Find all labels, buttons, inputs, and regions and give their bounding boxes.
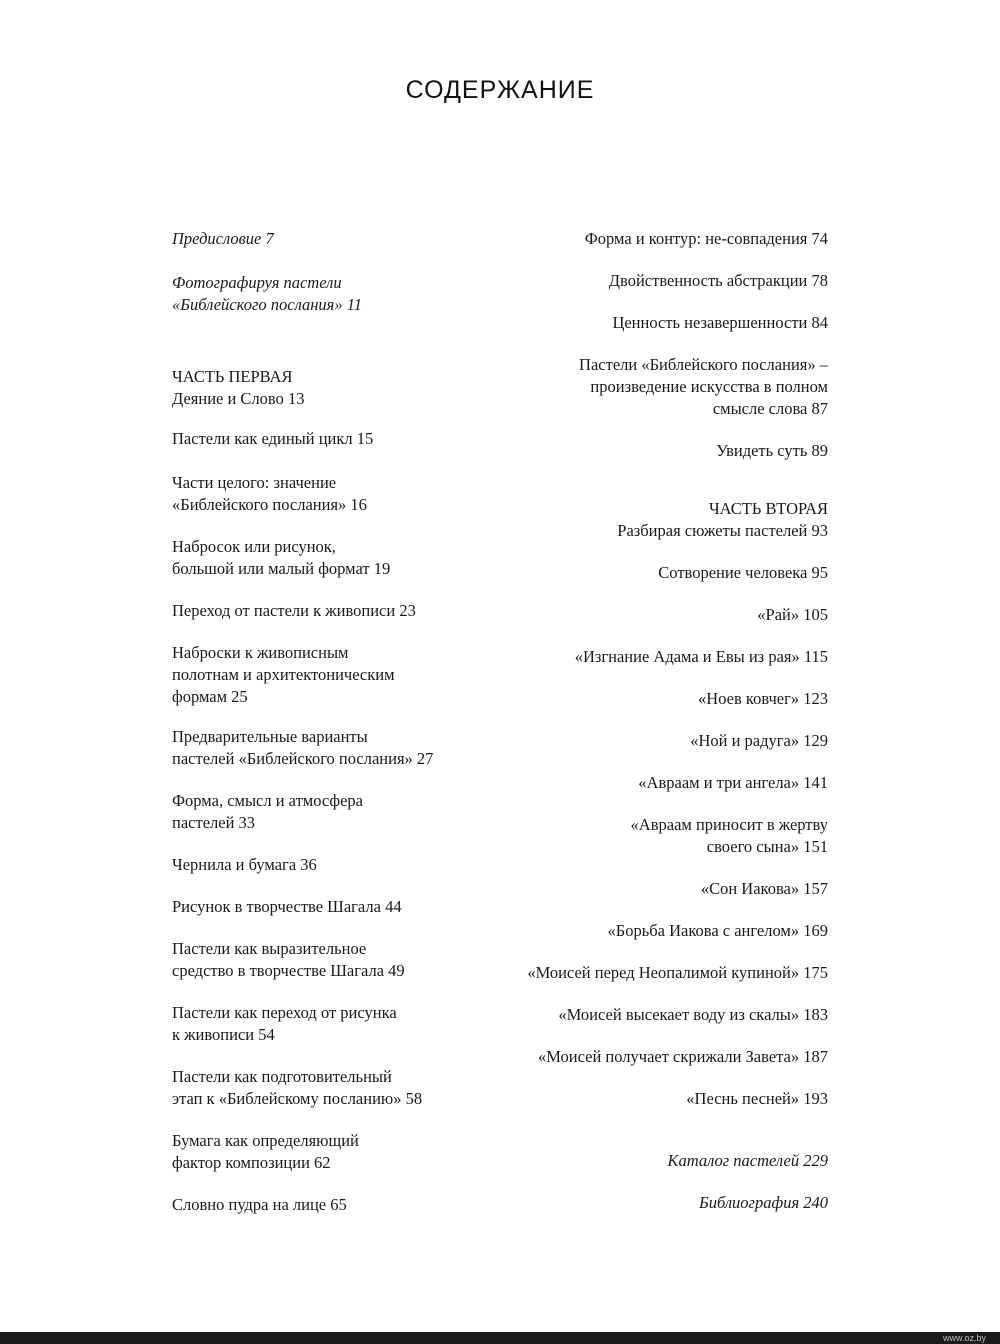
toc-entry-line: «Авраам приносит в жертву	[630, 815, 828, 834]
toc-entry-line: Двойственность абстракции 78	[608, 271, 828, 290]
toc-entry-line: «Библейского послания» 16	[172, 495, 367, 514]
toc-entry-line: Переход от пастели к живописи 23	[172, 601, 416, 620]
toc-entry-line: Форма и контур: не-совпадения 74	[584, 229, 828, 248]
toc-entry-line: Пастели как переход от рисунка	[172, 1003, 397, 1022]
toc-entry	[527, 962, 828, 984]
toc-entry	[172, 854, 317, 876]
toc-entry	[579, 354, 828, 420]
toc-entry-line: «Моисей перед Неопалимой купиной» 175	[527, 963, 828, 982]
toc-entry-line: большой или малый формат 19	[172, 559, 391, 578]
toc-entry	[172, 1130, 359, 1174]
toc-entry-line: «Сон Иакова» 157	[700, 879, 828, 898]
toc-entry-line: фактор композиции 62	[172, 1153, 331, 1172]
toc-entry-line: ЧАСТЬ ВТОРАЯ	[708, 499, 828, 518]
toc-entry-line: ЧАСТЬ ПЕРВАЯ	[172, 367, 293, 386]
toc-entry	[575, 646, 828, 668]
toc-entry-line: «Моисей высекает воду из скалы» 183	[558, 1005, 828, 1024]
toc-entry	[698, 688, 828, 710]
toc-entry	[612, 312, 828, 334]
toc-entry-line: Набросок или рисунок,	[172, 537, 336, 556]
toc-entry	[757, 604, 828, 626]
toc-entry-line: «Ноев ковчег» 123	[698, 689, 828, 708]
toc-entry	[172, 726, 433, 770]
toc-entry	[172, 1066, 422, 1110]
bottom-bar	[0, 1332, 1000, 1344]
toc-entry-line: «Библейского послания» 11	[172, 295, 362, 314]
toc-entry	[172, 790, 363, 834]
toc-entry	[172, 1194, 347, 1216]
toc-entry-line: Фотографируя пастели	[172, 273, 342, 292]
toc-entry	[172, 600, 416, 622]
toc-entry-line: этап к «Библейскому посланию» 58	[172, 1089, 423, 1108]
toc-entry	[172, 536, 390, 580]
toc-entry-line: полотнам и архитектоническим	[172, 665, 395, 684]
toc-entry	[172, 1002, 397, 1046]
toc-entry	[172, 366, 304, 410]
toc-entry-line: Пастели «Библейского послания» –	[579, 355, 828, 374]
toc-entry-line: Рисунок в творчестве Шагала 44	[172, 897, 402, 916]
toc-entry	[608, 920, 829, 942]
toc-entry-line: «Моисей получает скрижали Завета» 187	[538, 1047, 828, 1066]
toc-entry	[686, 1088, 828, 1110]
toc-entry	[609, 270, 828, 292]
toc-entry	[701, 878, 828, 900]
toc-entry	[172, 938, 405, 982]
toc-entry-line: Пастели как подготовительный	[172, 1067, 392, 1086]
toc-entry-line: Предварительные варианты	[172, 727, 368, 746]
toc-entry	[585, 228, 828, 250]
toc-entry-line: пастелей «Библейского послания» 27	[172, 749, 434, 768]
toc-entry-line: Словно пудра на лице 65	[172, 1195, 347, 1214]
toc-entry-line: произведение искусства в полном	[590, 377, 828, 396]
toc-entry	[716, 440, 828, 462]
toc-entry	[668, 1150, 829, 1172]
toc-entry-line: Форма, смысл и атмосфера	[172, 791, 363, 810]
toc-entry-line: своего сына» 151	[706, 837, 828, 856]
toc-entry-line: Пастели как выразительное	[172, 939, 367, 958]
toc-entry	[172, 272, 362, 316]
toc-entry	[558, 1004, 828, 1026]
toc-entry	[172, 896, 402, 918]
toc-entry-line: Части целого: значение	[172, 473, 337, 492]
toc-entry-line: смысле слова 87	[712, 399, 828, 418]
toc-entry-line: Сотворение человека 95	[658, 563, 828, 582]
toc-entry-line: Библиография 240	[698, 1193, 828, 1212]
toc-entry	[631, 814, 828, 858]
toc-entry-line: Увидеть суть 89	[716, 441, 828, 460]
toc-entry-line: Ценность незавершенности 84	[612, 313, 828, 332]
page-title: СОДЕРЖАНИЕ	[405, 76, 595, 104]
toc-entry	[538, 1046, 828, 1068]
toc-entry	[172, 428, 373, 450]
toc-entry-line: Чернила и бумага 36	[172, 855, 317, 874]
toc-entry-line: пастелей 33	[172, 813, 256, 832]
toc-entry-line: Наброски к живописным	[172, 643, 349, 662]
toc-entry	[638, 772, 828, 794]
toc-entry-line: средство в творчестве Шагала 49	[172, 961, 405, 980]
toc-entry-line: формам 25	[172, 687, 248, 706]
toc-entry-line: «Борьба Иакова с ангелом» 169	[607, 921, 828, 940]
toc-entry	[172, 642, 395, 708]
toc-entry-line: к живописи 54	[172, 1025, 275, 1044]
toc-entry	[690, 730, 828, 752]
toc-entry-line: «Авраам и три ангела» 141	[638, 773, 828, 792]
toc-entry-line: «Рай» 105	[757, 605, 828, 624]
toc-entry-line: Разбирая сюжеты пастелей 93	[617, 521, 828, 540]
toc-entry	[172, 472, 367, 516]
toc-entry-line: Бумага как определяющий	[172, 1131, 359, 1150]
toc-entry-line: «Ной и радуга» 129	[690, 731, 828, 750]
toc-entry-line: «Изгнание Адама и Евы из рая» 115	[574, 647, 828, 666]
toc-entry	[658, 562, 828, 584]
toc-entry	[617, 498, 828, 542]
toc-entry-line: Предисловие 7	[172, 229, 274, 248]
toc-entry-line: «Песнь песней» 193	[686, 1089, 828, 1108]
watermark: www.oz.by	[942, 1333, 986, 1343]
toc-entry	[699, 1192, 828, 1214]
toc-entry-line: Каталог пастелей 229	[667, 1151, 828, 1170]
toc-entry	[172, 228, 274, 250]
toc-entry-line: Пастели как единый цикл 15	[172, 429, 374, 448]
toc-entry-line: Деяние и Слово 13	[172, 389, 305, 408]
